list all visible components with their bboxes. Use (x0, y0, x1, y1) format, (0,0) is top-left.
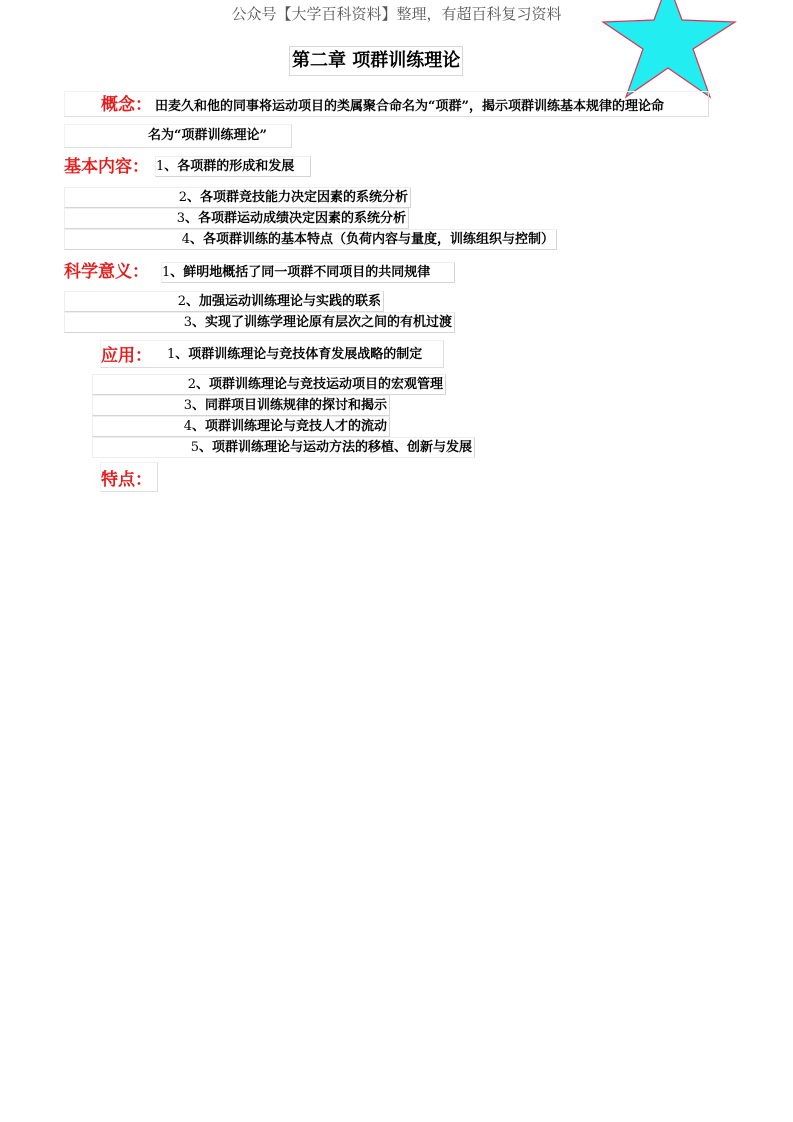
application-item-1 (167, 345, 424, 364)
item-text: 、加强运动训练理论与实践的联系 (185, 294, 381, 309)
item-text: 、各项群训练的基本特点（负荷内容与量度，训练组织与控制） (189, 232, 554, 247)
page-title: 第二章 项群训练理论 (289, 46, 463, 76)
significance-item-3 (64, 312, 455, 333)
content-item-1 (155, 156, 311, 177)
item-text: 、项群训练理论与运动方法的移植、创新与发展 (198, 440, 472, 455)
item-text: 、同群项目训练规律的探讨和揭示 (191, 398, 387, 413)
item-number: 2 (178, 190, 187, 205)
item-text: 、项群训练理论与竞技人才的流动 (191, 419, 387, 434)
application-item-2 (92, 374, 446, 395)
item-number: 1 (156, 159, 165, 174)
item-text: 、各项群运动成绩决定因素的系统分析 (184, 211, 406, 226)
item-number: 1 (162, 265, 171, 280)
item-text: 、项群训练理论与竞技体育发展战略的制定 (175, 347, 423, 362)
content-item-4 (64, 229, 557, 250)
item-number: 2 (177, 294, 186, 309)
application-item-3 (92, 395, 390, 416)
concept-text-line2: 名为“项群训练理论” (148, 128, 267, 143)
application-item-4 (92, 416, 390, 437)
item-text: 、各项群的形成和发展 (164, 159, 295, 174)
significance-label: 科学意义： (64, 262, 149, 282)
application-item-5 (92, 437, 475, 458)
content-item-3 (64, 208, 409, 229)
content-item-2 (64, 187, 411, 208)
item-number: 3 (183, 315, 192, 330)
item-text: 、鲜明地概括了同一项群不同项目的共同规律 (170, 265, 431, 280)
item-text: 、实现了训练学理论原有层次之间的有机过渡 (191, 315, 452, 330)
significance-item-1 (161, 262, 455, 283)
content-label: 基本内容： (64, 157, 149, 177)
item-number: 2 (187, 377, 196, 392)
item-number: 3 (183, 398, 192, 413)
features-label: 特点： (101, 470, 152, 490)
item-number: 1 (167, 347, 176, 362)
concept-label: 概念： (101, 95, 152, 115)
item-number: 5 (190, 440, 199, 455)
item-number: 4 (183, 419, 192, 434)
page-header: 公众号【大学百科资料】整理，有超百科复习资料 (231, 5, 562, 23)
concept-text-line1: 田麦久和他的同事将运动项目的类属聚合命名为“项群”，揭示项群训练基本规律的理论命 (155, 99, 664, 114)
star-decoration (598, 0, 748, 100)
item-text: 、项群训练理论与竞技运动项目的宏观管理 (195, 377, 443, 392)
item-text: 、各项群竞技能力决定因素的系统分析 (186, 190, 408, 205)
item-number: 3 (176, 211, 185, 226)
significance-item-2 (64, 291, 384, 312)
application-label: 应用： (101, 346, 152, 366)
item-number: 4 (181, 232, 190, 247)
